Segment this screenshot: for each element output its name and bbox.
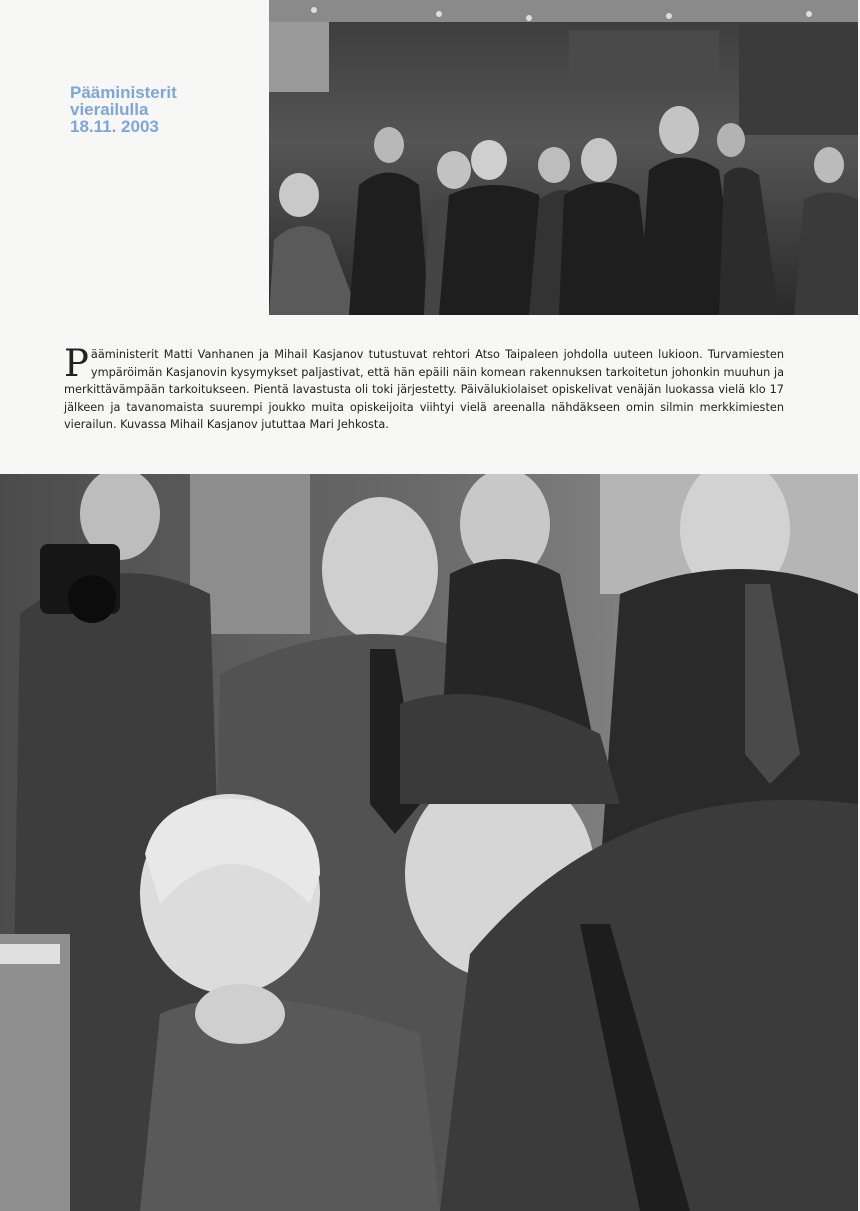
heading-line-2: vierailulla [70, 100, 149, 119]
heading-date: 18.11. 2003 [70, 117, 159, 136]
caption-dropcap: P [64, 342, 89, 385]
photo-caption [64, 342, 784, 434]
bottom-photo [0, 474, 858, 1211]
page-heading [70, 84, 260, 135]
heading-line-1: Pääministerit [70, 83, 177, 102]
top-photo [269, 0, 858, 315]
bottom-photo-image [0, 474, 858, 1211]
caption-text: ääministerit Matti Vanhanen ja Mihail Kasjanov tutustuvat rehtori Atso Taipaleen johdolla uuteen lukioon. Turvamiesten ympäröimän Kasjanovin kysymykset paljastivat, että hän epäili näin komean rakennuksen tarkoitetun johonkin muuhun ja merkittävämpään tarkoitukseen. Pientä lavastusta oli toki järjestetty. Päivälukiolaiset opiskelivat venäjän luokassa vielä klo 17 jälkeen ja tavanomaista suurempi joukko muita opiskeijoita viihtyi vielä areenalla nähdäkseen omin silmin merkkimiesten vierailun. Kuvassa Mihail Kasjanov jututtaa Mari Jehkosta. [64, 348, 784, 431]
top-photo-image [269, 0, 858, 315]
